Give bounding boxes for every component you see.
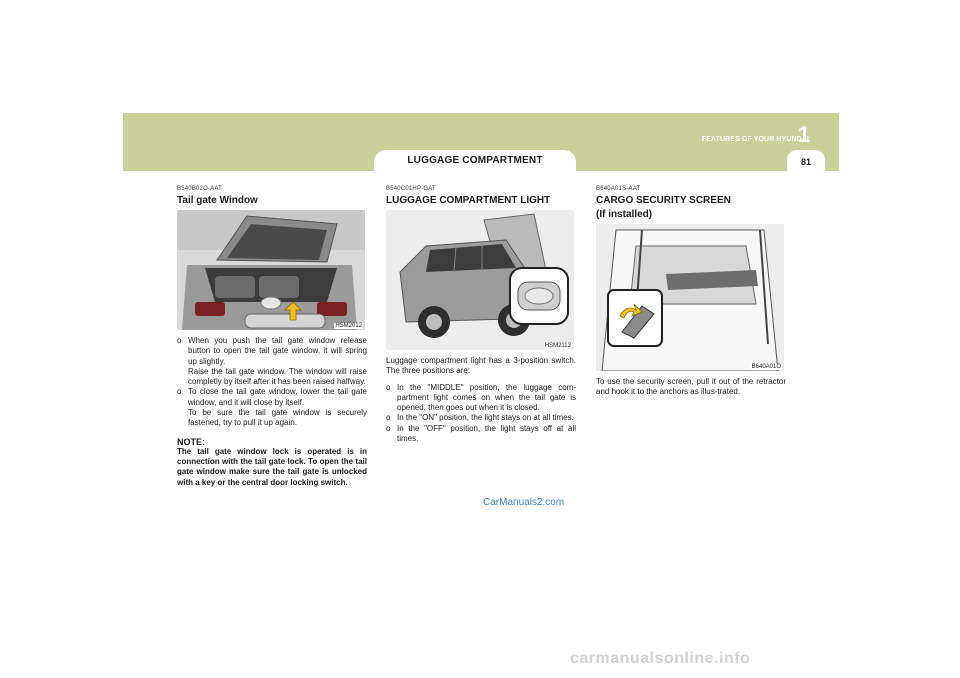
image-label: B640A01O bbox=[751, 364, 781, 370]
luggage-light-photo bbox=[386, 210, 574, 350]
list-item: o In the "MIDDLE" position, the luggage com-partment light comes on when the tail gate is opened, then goes out when it is closed. bbox=[386, 382, 576, 413]
tailgate-illustration-icon bbox=[177, 210, 365, 330]
image-label: HSM2012 bbox=[335, 323, 362, 329]
section-heading: Tail gate Window bbox=[177, 195, 258, 206]
suv-illustration-icon bbox=[386, 210, 574, 350]
list-item: To be sure the tail gate window is securely fastened, try to pull it up again. bbox=[188, 408, 367, 428]
heading-line: (If installed) bbox=[596, 209, 653, 220]
cargo-screen-section bbox=[596, 186, 786, 398]
cargo-area-illustration-icon bbox=[596, 224, 784, 371]
tailgate-instructions bbox=[177, 336, 367, 429]
list-item: o In the "ON" position, the light stays on at all times. bbox=[386, 413, 574, 423]
cargo-screen-photo bbox=[596, 224, 784, 371]
body-text: Luggage compartment light has a 3-position switch. The three positions are: bbox=[386, 356, 576, 376]
list-item: o In the "OFF" position, the light stays off at all times. bbox=[386, 423, 576, 444]
section-code: B540C01HP-GAT bbox=[386, 186, 436, 192]
section-title: LUGGAGE COMPARTMENT bbox=[407, 155, 543, 166]
light-positions-list bbox=[386, 383, 576, 445]
chapter-label: FEATURES OF YOUR HYUNDAI bbox=[701, 136, 809, 143]
list-item: Raise the tail gate window. The window will raise completly by itself after it has been raised halfway. bbox=[188, 366, 367, 387]
list-item: o When you push the tail gate window release button to open the tail gate window, it will spring up slightly. bbox=[177, 336, 367, 366]
site-logo: carmanualsonline.info bbox=[570, 650, 751, 667]
note-title: NOTE: bbox=[177, 436, 205, 447]
section-heading bbox=[596, 195, 786, 221]
list-item: o To close the tail gate window, lower the tail gate window, and it will close by itself. bbox=[177, 387, 367, 407]
section-code: B640A01S-AAT bbox=[596, 186, 641, 192]
chapter-number: 1 bbox=[797, 122, 811, 147]
heading-line: CARGO SECURITY SCREEN bbox=[596, 195, 731, 206]
section-heading: LUGGAGE COMPARTMENT LIGHT bbox=[386, 195, 551, 206]
tailgate-window-section bbox=[177, 186, 367, 488]
page-number: 81 bbox=[800, 157, 811, 167]
watermark-link[interactable]: CarManuals2.com bbox=[483, 497, 565, 508]
note-text: The tail gate window lock is operated is in connection with the tail gate lock. To open the tail gate window make sure the tail gate is unlocked with a key or the central door locking switch. bbox=[177, 446, 367, 487]
body-text: To use the security screen, pull it out of the retractor and hook it to the anchors as illus-trated. bbox=[596, 377, 786, 397]
section-code: B540B02O-AAT bbox=[177, 186, 222, 192]
image-label: HSM2113 bbox=[544, 343, 571, 349]
luggage-light-section bbox=[386, 186, 576, 444]
tailgate-photo bbox=[177, 210, 365, 330]
